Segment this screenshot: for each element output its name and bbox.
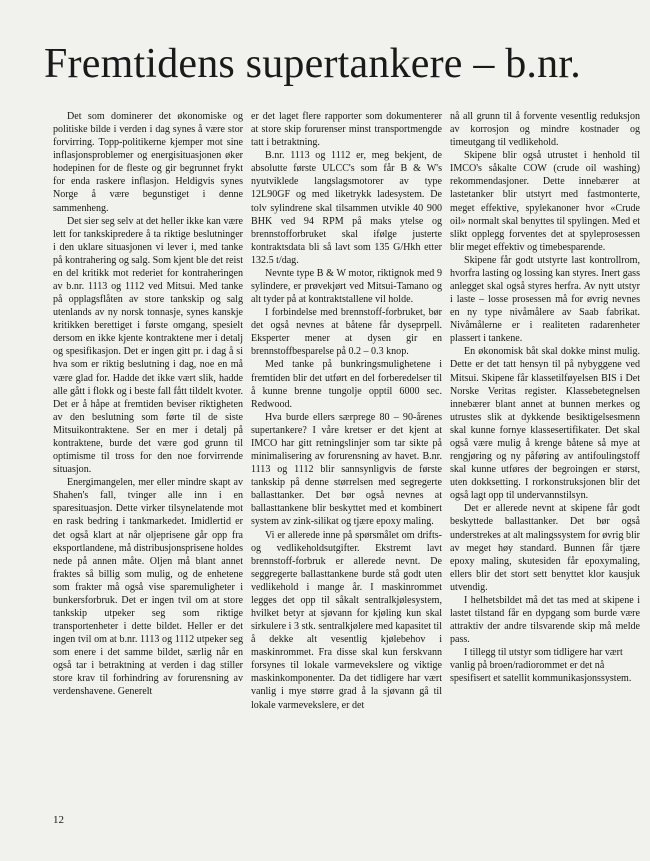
text-column-1 bbox=[53, 110, 243, 699]
paragraph: Hva burde ellers særprege 80 – 90-årenes supertankere? I våre kretser er det kjent at IMCO har gitt retningslinjer som tar sikte på minimalisering av forurensning av havet. B.nr. 1113 og 1112 blir sannsynligvis de første tankskip på denne størrelsen med segregerte ballasttanker. Det bør også nevnes at ballasttankene blir beskyttet med et kombinert system av zink-silikat og tjære epoxy maling. bbox=[251, 411, 442, 528]
paragraph: Energimangelen, mer eller mindre skapt av Shahen's fall, tvinger alle inn i en sparesituasjon. Dette virker tilsynelatende mot en rask bedring i tankmarkedet. Imidlertid er det også klart at når oljeprisene går opp fra eksportlandene, må distribusjonsprisene holdes nede på annen måte. Oljen må blant annet fraktes så billig som mulig, og de enhetene som frakter må også vise sparemuligheter i bunkersforbruk. Det er ingen tvil om at store tankskip utpeker seg som riktige transportenheter i dette bildet. Heller er det ingen tvil om at b.nr. 1113 og 1112 utpeker seg som enere i det samme bildet, særlig når en også tar i betraktning at verden i dag stiller store krav til forhindring av forurensning av verdenshavene. Generelt bbox=[53, 477, 243, 698]
paragraph: En økonomisk båt skal dokke minst mulig. Dette er det tatt hensyn til på nybyggene ved Mitsui. Skipene får klassetilføyelsen BIS i Det Norske Veritas register. Klassebetegnelsen innebærer blant annet at bunnen merkes og utrustes slik at dykkende besiktigelsesmenn skal kunne fornye klassesertifikater. Det skal også være mulig å krenge båtene så mye at rengjøring og ny påføring av antifoulingstoff skal kunne utføres der begroingen er størst, uten dokksetting. I rorkonstruksjonen blir det også lagt opp til undervannstilsyn. bbox=[450, 346, 640, 502]
paragraph: I tillegg til utstyr som tidligere har vært vanlig på broen/radiorommet er det nå spesifisert et satellit kommunikasjonssystem. bbox=[450, 647, 632, 685]
text-column-3 bbox=[450, 110, 640, 685]
paragraph: I forbindelse med brennstoff-forbruket, bør det også nevnes at båtene får dyseprpell. Eksperter mener at dysen gir en brennstoffbesparelse på 0.2 – 0.3 knop. bbox=[251, 307, 442, 358]
paragraph: I helhetsbildet må det tas med at skipene i lastet tilstand får en dypgang som burde være attraktiv der andre tilsvarende skip må melde pass. bbox=[450, 594, 640, 646]
text-column-2 bbox=[251, 110, 442, 712]
paragraph: B.nr. 1113 og 1112 er, meg bekjent, de absolutte første ULCC's som får B & W's nyutviklede langslagsmotorer av type 12L90GF og med liketrykk ladesystem. De tolv sylindrene skal tilsammen utvikle 40 900 BHK ved 94 RPM på maks ytelse og brennstofforbruket skal ifølge justerte kontraktsdata bli så lavt som 135 G/Hkh etter 132.5 t/dag. bbox=[251, 150, 442, 266]
paragraph: Skipene blir også utrustet i henhold til IMCO's såkalte COW (crude oil washing) rekommendasjoner. Dette innebærer at lastetanker blir utstyrt med fastmonterte, meget effektive, spylekanoner hvor «Crude oil» normalt skal benyttes til spylingen. Med et slikt opplegg forventes det at spyleprosessen blir meget effektiv og timebesparende. bbox=[450, 150, 640, 253]
paragraph: Nevnte type B & W motor, riktignok med 9 sylindere, er prøvekjørt ved Mitsui-Tamano og alt tyder på at kontraktstallene vil holde. bbox=[251, 267, 442, 306]
paragraph: Vi er allerede inne på spørsmålet om drifts- og vedlikeholdsutgifter. Ekstremt lavt brennstoff-forbruk er allerede nevnt. De seggregerte ballasttankene burde stå godt uten vedlikehold i mange år. I maskinrommet legges det opp til såkalt sentralkjølesystem, hvilket betyr at sjøvann for kjøling kun skal sirkulere i 3 stk. sentralkjølere med kapasitet til å dekke alt vesentlig kjølebehov i maskinrommet. Fra disse skal kun ferskvann forsynes til lokale varmevekslere og viktige maskinkomponenter. Da det tidligere har vært vanlig i mye større grad å la sjøvann gå til lokale varmevekslere, er det bbox=[251, 529, 442, 711]
page-number: 12 bbox=[53, 814, 64, 826]
paragraph: Skipene får godt utstyrte last kontrollrom, hvorfra lasting og lossing kan styres. Inert gass anlegget skal også styres herfra. Av nytt utstyr i laste – losse prosessen må for øvrig nevnes en ny type nivåmålere av Saab fabrikat. Nivåmålerne er i realiteten radarenheter plassert i tankene. bbox=[450, 254, 640, 345]
paragraph: Med tanke på bunkringsmulighetene i fremtiden blir det utført en del forberedelser til å kunne brenne tungolje opptil 6000 sec. Redwood. bbox=[251, 359, 442, 410]
paragraph: nå all grunn til å forvente vesentlig reduksjon av korrosjon og mindre kostnader og timeutgang til vedlikehold. bbox=[450, 111, 640, 149]
article-title: Fremtidens supertankere – b.nr. bbox=[44, 41, 581, 87]
paragraph: Det sier seg selv at det heller ikke kan være lett for tankskipredere å ta riktige beslutninger i den uklare situasjonen vi lever i, med tanke på kontrahering og salg. Som kjent ble det reist en del kritikk mot rederiet for kontraheringen av b.nr. 1113 og 1112 ved Mitsui. Med tanke på opplagsflåten av store tankskip og salg utenlands av ny norsk tonnasje, synes kanskje kritikken berettiget i første omgang, spesielt dersom en ikke kjente kontraktene mer i detalj og spesifikasjon. Det er ingen gitt pr. i dag å si hva som er riktig beslutning i dag, noe en må være glad for. Hadde det ikke vært slik, hadde alle gått i flokk og i beste fall fått tildelt kvoter. Det er å håpe at fremtiden beviser riktigheten av den beslutning som førte til de siste Mitsuikontraktene. Ser en mer i detalj på kontraktene, burde det være god grunn til optimisme til tross for den noe forvirrende situasjon. bbox=[53, 215, 244, 476]
paragraph: Det er allerede nevnt at skipene får godt beskyttede ballasttanker. Det bør også understrekes at alt malingssystem for øvrig blir av meget høy standard. Bunnen får tjære epoxy maling, skutesiden får epoxymaling, ellers blir det stort sett benyttet klor kausjuk utvendig. bbox=[450, 503, 640, 593]
paragraph: er det laget flere rapporter som dokumenterer at store skip forurenser minst transportmengde tatt i betraktning. bbox=[251, 111, 442, 149]
paragraph: Det som dominerer det økonomiske og politiske bilde i verden i dag synes å være stor forvirring. Topp-politikerne kjemper mot sine inflasjonsproblemer og energisituasjonen øker hodepinen for de fleste og gir begrunnet frykt for enda raskere inflasjon. Heldigvis synes Norge å være begunstiget i denne sammenheng. bbox=[53, 111, 243, 214]
